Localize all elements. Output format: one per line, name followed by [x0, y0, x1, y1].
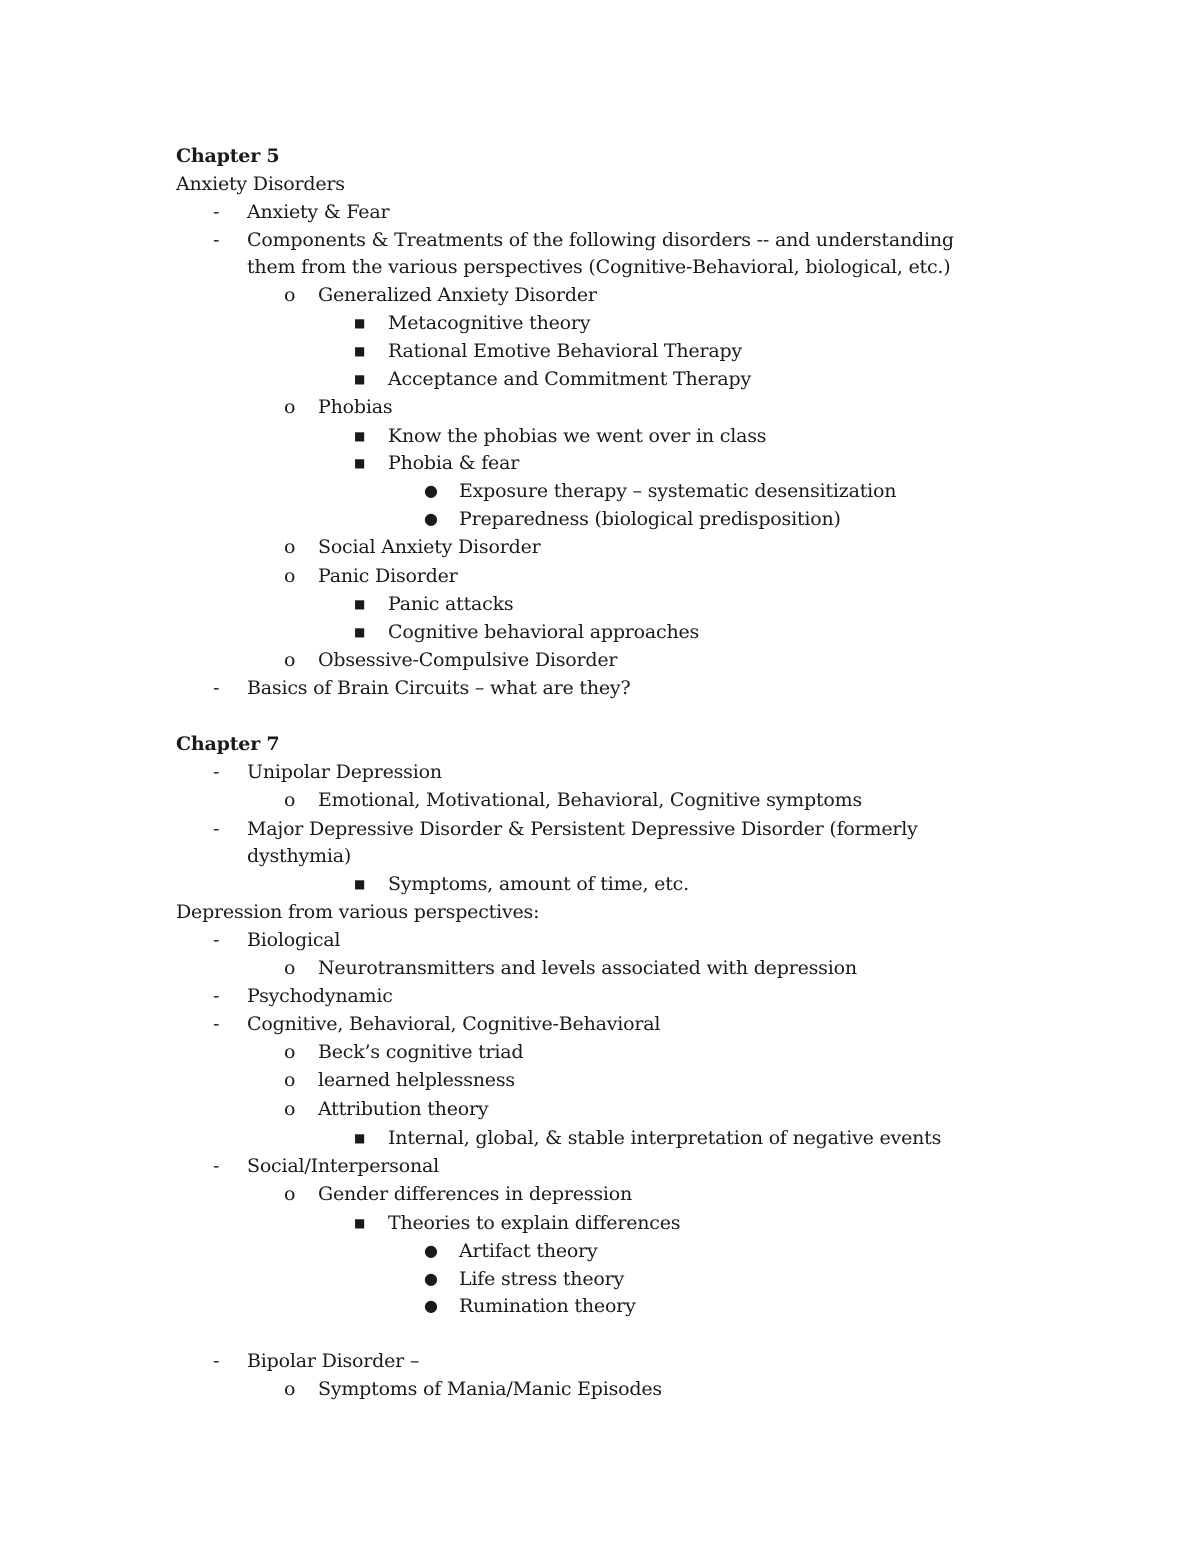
list-item: Panic attacks: [388, 593, 514, 615]
list-item: Know the phobias we went over in class: [388, 425, 767, 447]
square-bullet: ■: [354, 372, 366, 386]
dot-bullet: ●: [424, 481, 438, 500]
dot-bullet: ●: [424, 1269, 438, 1288]
dash-marker: -: [213, 818, 220, 840]
list-item-continuation: dysthymia): [247, 845, 352, 867]
square-bullet: ■: [354, 625, 366, 639]
dash-marker: -: [213, 1155, 220, 1177]
list-item: Preparedness (biological predisposition): [459, 508, 841, 530]
circle-marker: o: [284, 1098, 296, 1120]
circle-marker: o: [284, 1041, 296, 1063]
circle-marker: o: [284, 957, 296, 979]
list-item: Artifact theory: [459, 1240, 598, 1262]
list-item: Unipolar Depression: [247, 761, 442, 783]
circle-marker: o: [284, 1069, 296, 1091]
circle-marker: o: [284, 649, 296, 671]
list-item: Cognitive, Behavioral, Cognitive-Behavioral: [247, 1013, 661, 1035]
list-item: Phobia & fear: [388, 452, 520, 474]
list-item: Beck’s cognitive triad: [318, 1041, 524, 1063]
list-item: Anxiety & Fear: [247, 201, 390, 223]
dash-marker: -: [213, 1350, 220, 1372]
list-item: Phobias: [318, 396, 393, 418]
section-title: Depression from various perspectives:: [176, 901, 540, 923]
list-item: Generalized Anxiety Disorder: [318, 284, 597, 306]
list-item: Rumination theory: [459, 1295, 636, 1317]
square-bullet: ■: [354, 456, 366, 470]
list-item: learned helplessness: [318, 1069, 515, 1091]
list-item: Basics of Brain Circuits – what are they?: [247, 677, 631, 699]
list-item: Metacognitive theory: [388, 312, 591, 334]
circle-marker: o: [284, 565, 296, 587]
dash-marker: -: [213, 929, 220, 951]
square-bullet: ■: [354, 877, 366, 891]
circle-marker: o: [284, 284, 296, 306]
square-bullet: ■: [354, 429, 366, 443]
square-bullet: ■: [354, 1216, 366, 1230]
square-bullet: ■: [354, 597, 366, 611]
dash-marker: -: [213, 1013, 220, 1035]
list-item: Panic Disorder: [318, 565, 458, 587]
list-item: Symptoms, amount of time, etc.: [388, 873, 689, 895]
list-item: Attribution theory: [318, 1098, 489, 1120]
list-item: Internal, global, & stable interpretation of negative events: [388, 1127, 942, 1149]
list-item: Components & Treatments of the following disorders -- and understanding: [247, 229, 954, 251]
list-item: Social/Interpersonal: [247, 1155, 440, 1177]
circle-marker: o: [284, 789, 296, 811]
list-item: Major Depressive Disorder & Persistent Depressive Disorder (formerly: [247, 818, 918, 840]
dash-marker: -: [213, 229, 220, 251]
list-item: Neurotransmitters and levels associated with depression: [318, 957, 857, 979]
list-item: Theories to explain differences: [388, 1212, 681, 1234]
circle-marker: o: [284, 1183, 296, 1205]
chapter-5-heading: Chapter 5: [176, 145, 280, 167]
list-item: Cognitive behavioral approaches: [388, 621, 700, 643]
dash-marker: -: [213, 985, 220, 1007]
dot-bullet: ●: [424, 509, 438, 528]
square-bullet: ■: [354, 1131, 366, 1145]
dash-marker: -: [213, 677, 220, 699]
chapter-7-heading: Chapter 7: [176, 733, 280, 755]
circle-marker: o: [284, 536, 296, 558]
list-item: Bipolar Disorder –: [247, 1350, 420, 1372]
list-item: Emotional, Motivational, Behavioral, Cognitive symptoms: [318, 789, 863, 811]
list-item: Gender differences in depression: [318, 1183, 633, 1205]
list-item: Symptoms of Mania/Manic Episodes: [318, 1378, 662, 1400]
list-item: Social Anxiety Disorder: [318, 536, 541, 558]
list-item: Biological: [247, 929, 341, 951]
list-item: Obsessive-Compulsive Disorder: [318, 649, 618, 671]
dot-bullet: ●: [424, 1241, 438, 1260]
circle-marker: o: [284, 1378, 296, 1400]
list-item-continuation: them from the various perspectives (Cognitive-Behavioral, biological, etc.): [247, 256, 951, 278]
list-item: Acceptance and Commitment Therapy: [388, 368, 752, 390]
square-bullet: ■: [354, 344, 366, 358]
dot-bullet: ●: [424, 1296, 438, 1315]
dash-marker: -: [213, 761, 220, 783]
list-item: Rational Emotive Behavioral Therapy: [388, 340, 742, 362]
square-bullet: ■: [354, 316, 366, 330]
list-item: Psychodynamic: [247, 985, 393, 1007]
section-title: Anxiety Disorders: [176, 173, 345, 195]
dash-marker: -: [213, 201, 220, 223]
list-item: Exposure therapy – systematic desensitization: [459, 480, 897, 502]
list-item: Life stress theory: [459, 1268, 625, 1290]
circle-marker: o: [284, 396, 296, 418]
